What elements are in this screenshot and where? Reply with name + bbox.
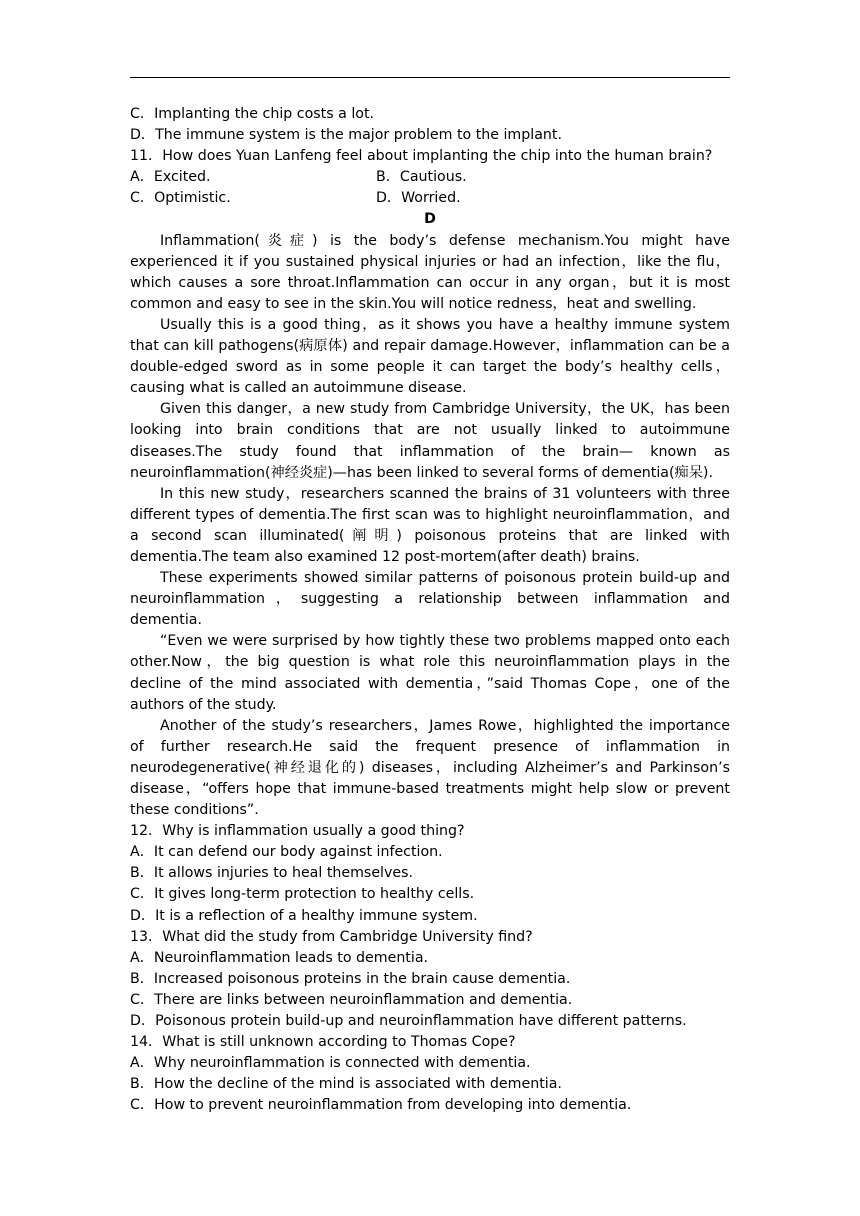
q14-option-c: C．How to prevent neuroinflammation from developing into dementia.: [130, 1097, 632, 1114]
q11-option-b: B．Cautious.: [376, 169, 467, 186]
header-rule: [130, 77, 730, 78]
passage-paragraph-5: These experiments showed similar patterns of poisonous protein build-up and neuroinflammation，suggesting a relationship between inflammation and dementia.: [130, 570, 730, 629]
q12-stem: 12．Why is inflammation usually a good thing?: [130, 823, 465, 840]
q14-option-a: A．Why neuroinflammation is connected with dementia.: [130, 1055, 531, 1072]
passage-paragraph-7: Another of the study’s researchers，James Rowe，highlighted the importance of further research.He said the frequent presence of inflammation in neurodegenerative(神经退化的) diseases，including Alzheimer’s and Parkinson’s disease，“offers hope that immune-based treatments might help slow or prevent these conditions”.: [130, 717, 730, 819]
q13-option-c: C．There are links between neuroinflammation and dementia.: [130, 991, 573, 1008]
passage-paragraph-4: In this new study，researchers scanned the brains of 31 volunteers with three different types of dementia.The first scan was to highlight neuroinflammation，and a second scan illuminated(阐明) poisonous proteins that are linked with dementia.The team also examined 12 post-mortem(after death) brains.: [130, 485, 730, 565]
q13-stem: 13．What did the study from Cambridge University find?: [130, 928, 533, 945]
q12-option-d: D．It is a reflection of a healthy immune system.: [130, 907, 478, 924]
passage-paragraph-1: Inflammation(炎症) is the body’s defense mechanism.You might have experienced it if you sustained physical injuries or had an infection，like the flu，which causes a sore throat.Inflammation can occur in any organ，but it is most common and easy to see in the skin.You will notice redness，heat and swelling.: [130, 232, 730, 312]
page-content: [130, 104, 730, 1117]
q10-option-d: D．The immune system is the major problem to the implant.: [130, 127, 562, 144]
q11-option-a: A．Excited.: [130, 169, 211, 186]
q12-option-c: C．It gives long-term protection to healthy cells.: [130, 886, 475, 903]
q10-option-c: C．Implanting the chip costs a lot.: [130, 106, 375, 122]
q11-option-c: C．Optimistic.: [130, 190, 231, 207]
passage-paragraph-2: Usually this is a good thing，as it shows you have a healthy immune system that can kill pathogens(病原体) and repair damage.However，inflammation can be a double-edged sword as in some people it can target the body’s healthy cells，causing what is called an autoimmune disease.: [130, 316, 730, 397]
q14-stem: 14．What is still unknown according to Thomas Cope?: [130, 1034, 516, 1051]
q14-option-b: B．How the decline of the mind is associated with dementia.: [130, 1076, 562, 1093]
q11-option-d: D．Worried.: [376, 190, 461, 207]
q11-options-row-1: [130, 167, 730, 188]
q13-option-b: B．Increased poisonous proteins in the brain cause dementia.: [130, 970, 571, 987]
q12-option-b: B．It allows injuries to heal themselves.: [130, 865, 414, 882]
q11-options-row-2: [130, 188, 730, 209]
passage-paragraph-6: “Even we were surprised by how tightly these two problems mapped onto each other.Now，the big question is what role this neuroinflammation plays in the decline of the mind associated with dementia，”said Thomas Cope，one of the authors of the study.: [130, 633, 730, 713]
q11-stem: 11．How does Yuan Lanfeng feel about implanting the chip into the human brain?: [130, 148, 713, 165]
passage-paragraph-3: Given this danger，a new study from Cambridge University，the UK，has been looking into brain conditions that are not usually linked to autoimmune diseases.The study found that inflammation of the brain— known as neuroinflammation(神经炎症)—has been linked to several forms of dementia(痴呆).: [130, 401, 730, 481]
q13-option-a: A．Neuroinflammation leads to dementia.: [130, 949, 429, 966]
q13-option-d: D．Poisonous protein build-up and neuroinflammation have different patterns.: [130, 1013, 687, 1030]
q12-option-a: A．It can defend our body against infection.: [130, 844, 443, 861]
section-heading: D: [424, 211, 436, 228]
